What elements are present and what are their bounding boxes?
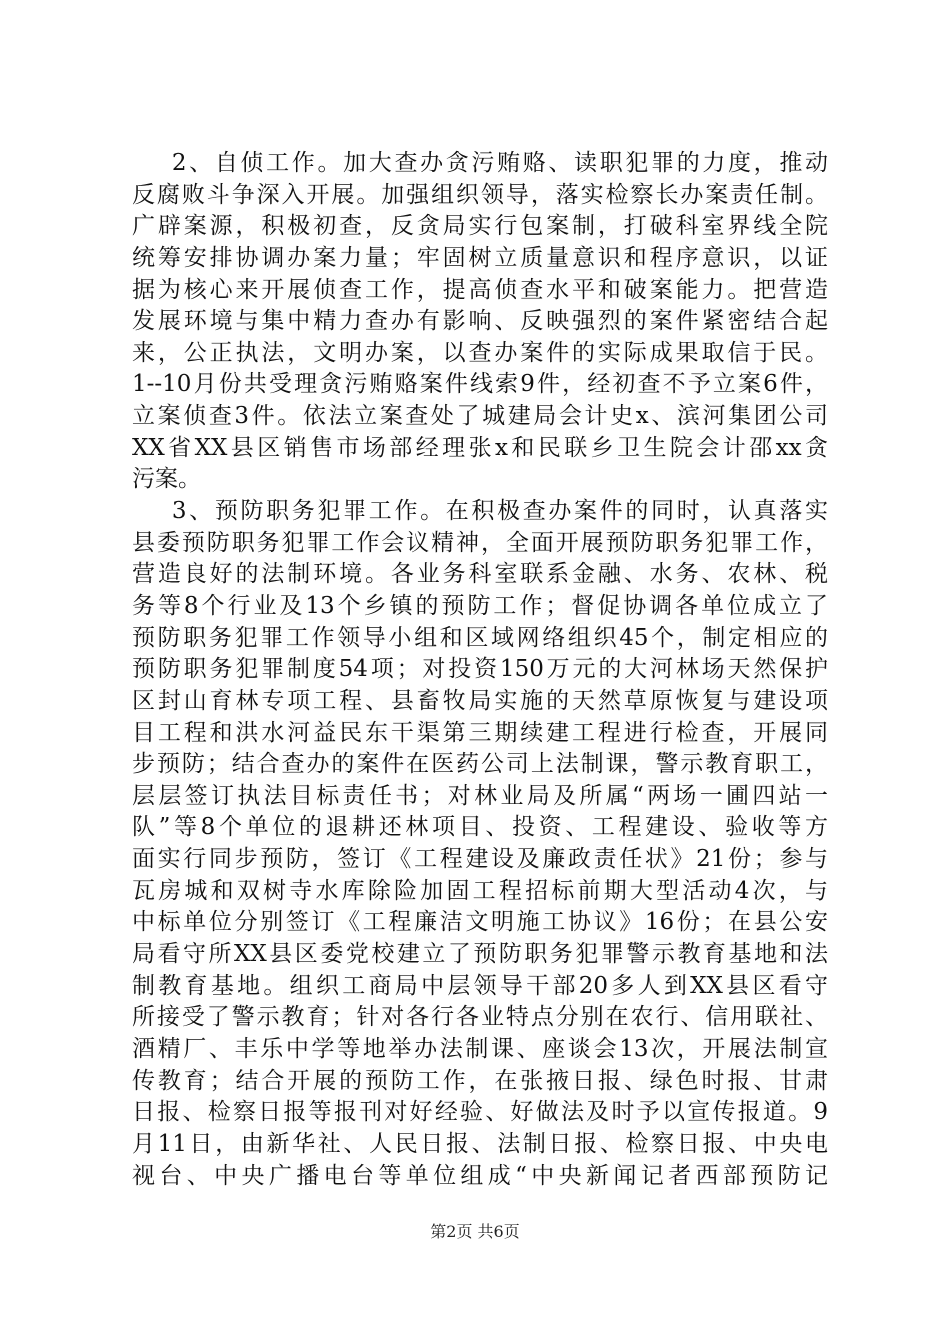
text-line: 县委预防职务犯罪工作会议精神，全面开展预防职务犯罪工作， <box>132 529 828 556</box>
text-line: 据为核心来开展侦查工作，提高侦查水平和破案能力。把营造 <box>132 276 828 303</box>
text-line: 制教育基地。组织工商局中层领导干部20多人到XX县区看守 <box>132 972 828 999</box>
text-line: 中标单位分别签订《工程廉洁文明施工协议》16份；在县公安 <box>132 909 828 936</box>
text-line: 反腐败斗争深入开展。加强组织领导，落实检察长办案责任制。 <box>132 181 828 208</box>
text-line: 2、自侦工作。加大查办贪污贿赂、读职犯罪的力度，推动 <box>132 150 828 176</box>
text-line: 视台、中央广播电台等单位组成“中央新闻记者西部预防记 <box>132 1162 828 1189</box>
text-line: 所接受了警示教育；针对各行各业特点分别在农行、信用联社、 <box>132 1004 828 1031</box>
text-line: 局看守所XX县区委党校建立了预防职务犯罪警示教育基地和法 <box>132 941 828 968</box>
text-line: 月11日，由新华社、人民日报、法制日报、检察日报、中央电 <box>132 1130 828 1157</box>
text-line: 立案侦查3件。依法立案查处了城建局会计史x、滨河集团公司 <box>132 403 828 430</box>
text-line: 预防职务犯罪制度54项；对投资150万元的大河林场天然保护 <box>132 656 828 683</box>
text-line: 队”等8个单位的退耕还林项目、投资、工程建设、验收等方 <box>132 814 828 841</box>
text-line: 日报、检察日报等报刊对好经验、好做法及时予以宣传报道。9 <box>132 1099 828 1126</box>
text-line: 面实行同步预防，签订《工程建设及廉政责任状》21份；参与 <box>132 846 828 873</box>
text-line: 区封山育林专项工程、县畜牧局实施的天然草原恢复与建设项 <box>132 687 828 714</box>
text-line: 广辟案源，积极初查，反贪局实行包案制，打破科室界线全院 <box>132 213 828 240</box>
text-line: 层层签订执法目标责任书；对林业局及所属“两场一圃四站一 <box>132 782 828 809</box>
text-line: 营造良好的法制环境。各业务科室联系金融、水务、农林、税 <box>132 561 828 588</box>
text-line: 1--10月份共受理贪污贿赂案件线索9件，经初查不予立案6件， <box>132 371 828 398</box>
text-line: 发展环境与集中精力查办有影响、反映强烈的案件紧密结合起 <box>132 308 828 335</box>
text-line: 酒精厂、丰乐中学等地举办法制课、座谈会13次，开展法制宣 <box>132 1035 828 1062</box>
text-line: 3、预防职务犯罪工作。在积极查办案件的同时，认真落实 <box>132 498 828 525</box>
text-line: 步预防；结合查办的案件在医药公司上法制课，警示教育职工， <box>132 751 828 778</box>
text-line: 瓦房城和双树寺水库除险加固工程招标前期大型活动4次，与 <box>132 877 828 904</box>
text-line: 污案。 <box>132 466 201 493</box>
text-line: XX省XX县区销售市场部经理张x和民联乡卫生院会计邵xx贪 <box>132 434 828 461</box>
text-line: 目工程和洪水河益民东干渠第三期续建工程进行检查，开展同 <box>132 719 828 746</box>
text-line: 务等8个行业及13个乡镇的预防工作；督促协调各单位成立了 <box>132 592 828 619</box>
text-line: 来，公正执法，文明办案，以查办案件的实际成果取信于民。 <box>132 339 828 366</box>
body-text <box>132 148 828 1192</box>
page-footer: 第2页 共6页 <box>430 1222 520 1241</box>
text-line: 统筹安排协调办案力量；牢固树立质量意识和程序意识，以证 <box>132 244 828 271</box>
text-line: 传教育；结合开展的预防工作，在张掖日报、绿色时报、甘肃 <box>132 1067 828 1094</box>
text-line: 预防职务犯罪工作领导小组和区域网络组织45个，制定相应的 <box>132 624 828 651</box>
